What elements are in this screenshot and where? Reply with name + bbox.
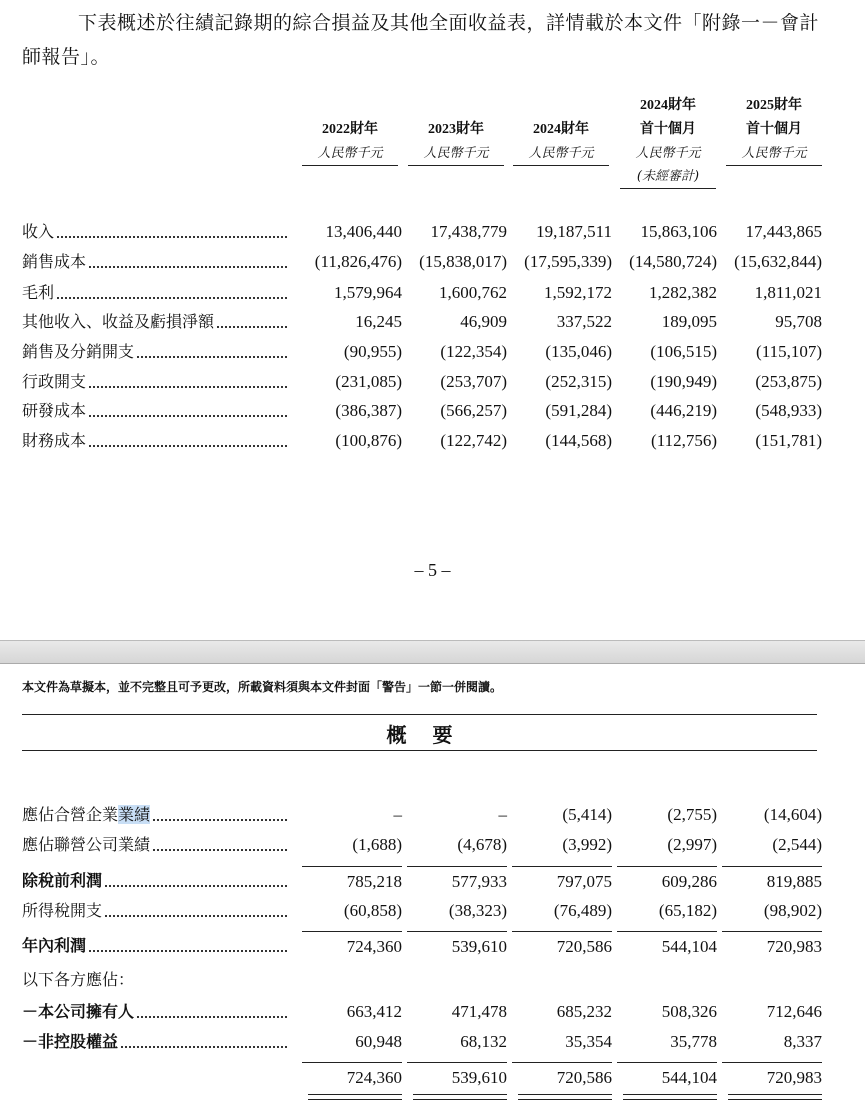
cell-value: (60,858) xyxy=(343,901,402,920)
cell-value: (4,678) xyxy=(457,835,507,854)
cell-value: 189,095 xyxy=(661,312,717,331)
cell-value: 15,863,106 xyxy=(640,222,717,241)
double-rule xyxy=(518,1094,612,1100)
cell-value: 46,909 xyxy=(460,312,507,331)
cell-value: 724,360 xyxy=(302,931,402,962)
cell-value: (15,632,844) xyxy=(734,252,822,271)
cell-value: 1,600,762 xyxy=(439,283,507,302)
row-label: 銷售及分銷開支 xyxy=(22,342,135,361)
double-rule xyxy=(308,1094,402,1100)
cell-value: (17,595,339) xyxy=(524,252,612,271)
row-label: 行政開支 xyxy=(22,372,87,391)
table-row-cost-of-sales xyxy=(22,247,832,277)
cell-value: (253,875) xyxy=(755,372,822,391)
cell-value: (3,992) xyxy=(562,835,612,854)
table-row-rd-costs xyxy=(22,396,832,426)
cell-value: (106,515) xyxy=(650,342,717,361)
cell-value: (122,742) xyxy=(440,431,507,450)
cell-value: (446,219) xyxy=(650,401,717,420)
cell-value: 1,592,172 xyxy=(544,283,612,302)
cell-value: 539,610 xyxy=(407,931,507,962)
cell-value: (98,902) xyxy=(763,901,822,920)
cell-value: (151,781) xyxy=(755,431,822,450)
cell-value: (190,949) xyxy=(650,372,717,391)
cell-value: 539,610 xyxy=(407,1062,507,1093)
cell-value: – xyxy=(393,805,402,824)
column-header-2022: 2022財年 人民幣千元 xyxy=(302,118,398,166)
page-break xyxy=(0,640,865,664)
row-label: 毛利 xyxy=(22,283,55,302)
cell-value: 60,948 xyxy=(355,1032,402,1051)
row-label: 財務成本 xyxy=(22,431,87,450)
row-label: 應佔聯營公司業績 xyxy=(22,835,151,854)
row-label: 收入 xyxy=(22,222,55,241)
header-rule-bottom xyxy=(22,750,817,751)
cell-value: – xyxy=(498,805,507,824)
row-label: 其他收入、收益及虧損淨額 xyxy=(22,312,215,331)
double-rule xyxy=(413,1094,507,1100)
cell-value: 337,522 xyxy=(556,312,612,331)
cell-value: 544,104 xyxy=(617,1062,717,1093)
draft-notice: 本文件為草擬本，並不完整且可予更改，所載資料須與本文件封面「警告」一節一併閱讀。 xyxy=(22,680,503,694)
cell-value: (115,107) xyxy=(756,342,822,361)
table-row-jv-results xyxy=(22,800,832,830)
cell-value: 544,104 xyxy=(617,931,717,962)
cell-value: (566,257) xyxy=(440,401,507,420)
table-row-admin-expenses xyxy=(22,367,832,397)
cell-value: 720,586 xyxy=(512,1062,612,1093)
table-row-profit-for-year xyxy=(22,931,832,961)
table-row-revenue xyxy=(22,217,832,247)
table-row-total xyxy=(22,1062,832,1092)
table-row-other-income xyxy=(22,307,832,337)
cell-value: (135,046) xyxy=(545,342,612,361)
cell-value: (90,955) xyxy=(343,342,402,361)
double-rule xyxy=(623,1094,717,1100)
row-label: 所得稅開支 xyxy=(22,901,103,920)
column-header-2024-10m: 2024財年 首十個月 人民幣千元 (未經審計) xyxy=(620,94,716,189)
table-row-gross-profit xyxy=(22,278,832,308)
cell-value: (11,826,476) xyxy=(314,252,402,271)
cell-value: 508,326 xyxy=(661,1002,717,1021)
cell-value: (100,876) xyxy=(335,431,402,450)
cell-value: 13,406,440 xyxy=(325,222,402,241)
table-row-non-controlling xyxy=(22,1027,832,1057)
header-rule-top xyxy=(22,714,817,715)
row-label: 除稅前利潤 xyxy=(22,871,103,890)
row-label: 研發成本 xyxy=(22,401,87,420)
cell-value: 720,983 xyxy=(722,1062,822,1093)
column-header-2023: 2023財年 人民幣千元 xyxy=(408,118,504,166)
cell-value: (2,755) xyxy=(667,805,717,824)
cell-value: (548,933) xyxy=(755,401,822,420)
cell-value: (76,489) xyxy=(553,901,612,920)
cell-value: (386,387) xyxy=(335,401,402,420)
row-label: 銷售成本 xyxy=(22,252,87,271)
section-title: 概要 xyxy=(386,723,479,747)
cell-value: 1,579,964 xyxy=(334,283,402,302)
cell-value: 819,885 xyxy=(722,866,822,897)
cell-value: 8,337 xyxy=(783,1032,822,1051)
cell-value: 35,778 xyxy=(670,1032,717,1051)
cell-value: (2,997) xyxy=(667,835,717,854)
cell-value: (591,284) xyxy=(545,401,612,420)
page-number: – 5 – xyxy=(414,560,451,580)
row-label: 應佔合營企業 xyxy=(22,805,119,824)
cell-value: (144,568) xyxy=(545,431,612,450)
cell-value: 95,708 xyxy=(775,312,822,331)
cell-value: 685,232 xyxy=(556,1002,612,1021)
row-label: 年內利潤 xyxy=(22,936,87,955)
cell-value: (14,580,724) xyxy=(629,252,717,271)
table-row-finance-costs xyxy=(22,426,832,456)
row-label: －本公司擁有人 xyxy=(22,1002,135,1021)
cell-value: 720,586 xyxy=(512,931,612,962)
cell-value: 1,811,021 xyxy=(754,283,822,302)
column-header-2025-10m: 2025財年 首十個月 人民幣千元 xyxy=(726,94,822,166)
cell-value: 19,187,511 xyxy=(536,222,612,241)
cell-value: (252,315) xyxy=(545,372,612,391)
cell-value: 35,354 xyxy=(565,1032,612,1051)
table-row-associate-results xyxy=(22,830,832,860)
cell-value: 785,218 xyxy=(302,866,402,897)
cell-value: 663,412 xyxy=(346,1002,402,1021)
cell-value: (1,688) xyxy=(352,835,402,854)
cell-value: (122,354) xyxy=(440,342,507,361)
cell-value: 1,282,382 xyxy=(649,283,717,302)
cell-value: (2,544) xyxy=(772,835,822,854)
cell-value: (38,323) xyxy=(448,901,507,920)
double-rule xyxy=(728,1094,822,1100)
cell-value: 720,983 xyxy=(722,931,822,962)
table-row-owners xyxy=(22,997,832,1027)
cell-value: 609,286 xyxy=(617,866,717,897)
cell-value: (253,707) xyxy=(440,372,507,391)
cell-value: 724,360 xyxy=(302,1062,402,1093)
table-row-selling-expenses xyxy=(22,337,832,367)
cell-value: 471,478 xyxy=(451,1002,507,1021)
table-row-profit-before-tax xyxy=(22,866,832,896)
cell-value: 16,245 xyxy=(355,312,402,331)
cell-value: (112,756) xyxy=(651,431,717,450)
row-label: －非控股權益 xyxy=(22,1032,119,1051)
column-header-2024: 2024財年 人民幣千元 xyxy=(513,118,609,166)
cell-value: (14,604) xyxy=(763,805,822,824)
table-row-attributable-heading xyxy=(22,965,832,995)
cell-value: (5,414) xyxy=(562,805,612,824)
cell-value: 68,132 xyxy=(460,1032,507,1051)
cell-value: 712,646 xyxy=(766,1002,822,1021)
cell-value: (65,182) xyxy=(658,901,717,920)
row-label: 以下各方應佔： xyxy=(22,970,135,989)
selected-text-highlight[interactable]: 業績 xyxy=(118,805,151,824)
cell-value: 577,933 xyxy=(407,866,507,897)
table-row-income-tax xyxy=(22,896,832,926)
cell-value: (15,838,017) xyxy=(419,252,507,271)
cell-value: 17,443,865 xyxy=(745,222,822,241)
intro-paragraph: 下表概述於往績記錄期的綜合損益及其他全面收益表，詳情載於本文件「附錄一－會計師報告」。 xyxy=(22,12,820,68)
cell-value: 797,075 xyxy=(512,866,612,897)
cell-value: (231,085) xyxy=(335,372,402,391)
cell-value: 17,438,779 xyxy=(430,222,507,241)
